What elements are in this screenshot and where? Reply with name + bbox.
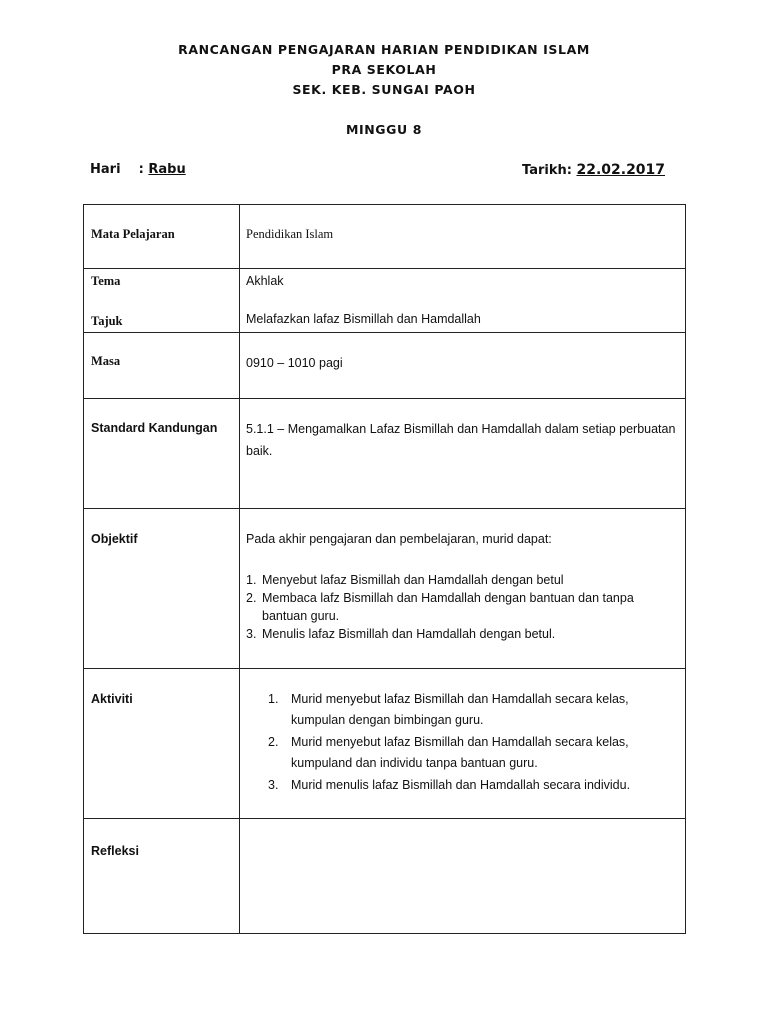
theme-topic-value-cell	[240, 269, 686, 333]
subject-value: Pendidikan Islam	[240, 205, 686, 269]
list-item: 3. Murid menulis lafaz Bismillah dan Hamdallah secara individu.	[268, 778, 631, 792]
row-time	[84, 333, 686, 399]
activity-label: Aktiviti	[84, 669, 240, 819]
objective-list	[246, 571, 679, 643]
row-subject	[84, 205, 686, 269]
document-header	[0, 40, 768, 140]
reflection-label: Refleksi	[84, 819, 240, 934]
activity-list	[246, 689, 679, 796]
row-theme-topic	[84, 269, 686, 333]
date-value: 22.02.2017	[576, 162, 666, 178]
objective-cell	[240, 509, 686, 669]
time-value: 0910 – 1010 pagi	[240, 333, 686, 399]
week-heading: MINGGU 8	[345, 122, 423, 137]
list-item: 1. Murid menyebut lafaz Bismillah dan Hamdallah secara kelas, kumpulan dengan bimbingan guru.	[268, 692, 629, 727]
school-heading: SEK. KEB. SUNGAI PAOH	[292, 82, 476, 97]
day-separator: :	[138, 162, 144, 177]
day-value: Rabu	[148, 162, 186, 177]
topic-label: Tajuk	[91, 314, 123, 328]
standard-value: 5.1.1 – Mengamalkan Lafaz Bismillah dan Hamdallah dalam setiap perbuatan baik.	[240, 399, 686, 509]
level-heading: PRA SEKOLAH	[331, 62, 437, 77]
day-info	[90, 160, 186, 180]
day-label: Hari	[90, 162, 121, 177]
date-info	[522, 160, 665, 180]
time-label: Masa	[84, 333, 240, 399]
reflection-value	[240, 819, 686, 934]
objective-intro: Pada akhir pengajaran dan pembelajaran, murid dapat:	[246, 532, 552, 546]
objective-label: Objektif	[84, 509, 240, 669]
lesson-plan-table	[83, 204, 686, 934]
row-reflection	[84, 819, 686, 934]
row-objective	[84, 509, 686, 669]
date-label: Tarikh:	[522, 163, 572, 178]
theme-topic-label-cell	[84, 269, 240, 333]
theme-value: Akhlak	[246, 274, 284, 288]
row-activity	[84, 669, 686, 819]
standard-label: Standard Kandungan	[84, 399, 240, 509]
document-title: RANCANGAN PENGAJARAN HARIAN PENDIDIKAN ISLAM	[178, 42, 590, 57]
list-item: 1. Menyebut lafaz Bismillah dan Hamdallah dengan betul	[246, 573, 564, 587]
subject-label: Mata Pelajaran	[84, 205, 240, 269]
row-standard	[84, 399, 686, 509]
topic-value: Melafazkan lafaz Bismillah dan Hamdallah	[246, 312, 481, 326]
list-item: 3. Menulis lafaz Bismillah dan Hamdallah dengan betul.	[246, 627, 556, 641]
list-item: 2. Murid menyebut lafaz Bismillah dan Hamdallah secara kelas, kumpuland dan individu tanpa bantuan guru.	[268, 735, 629, 770]
list-item: 2. Membaca lafz Bismillah dan Hamdallah dengan bantuan dan tanpa bantuan guru.	[246, 591, 634, 623]
activity-cell	[240, 669, 686, 819]
theme-label: Tema	[91, 274, 121, 288]
